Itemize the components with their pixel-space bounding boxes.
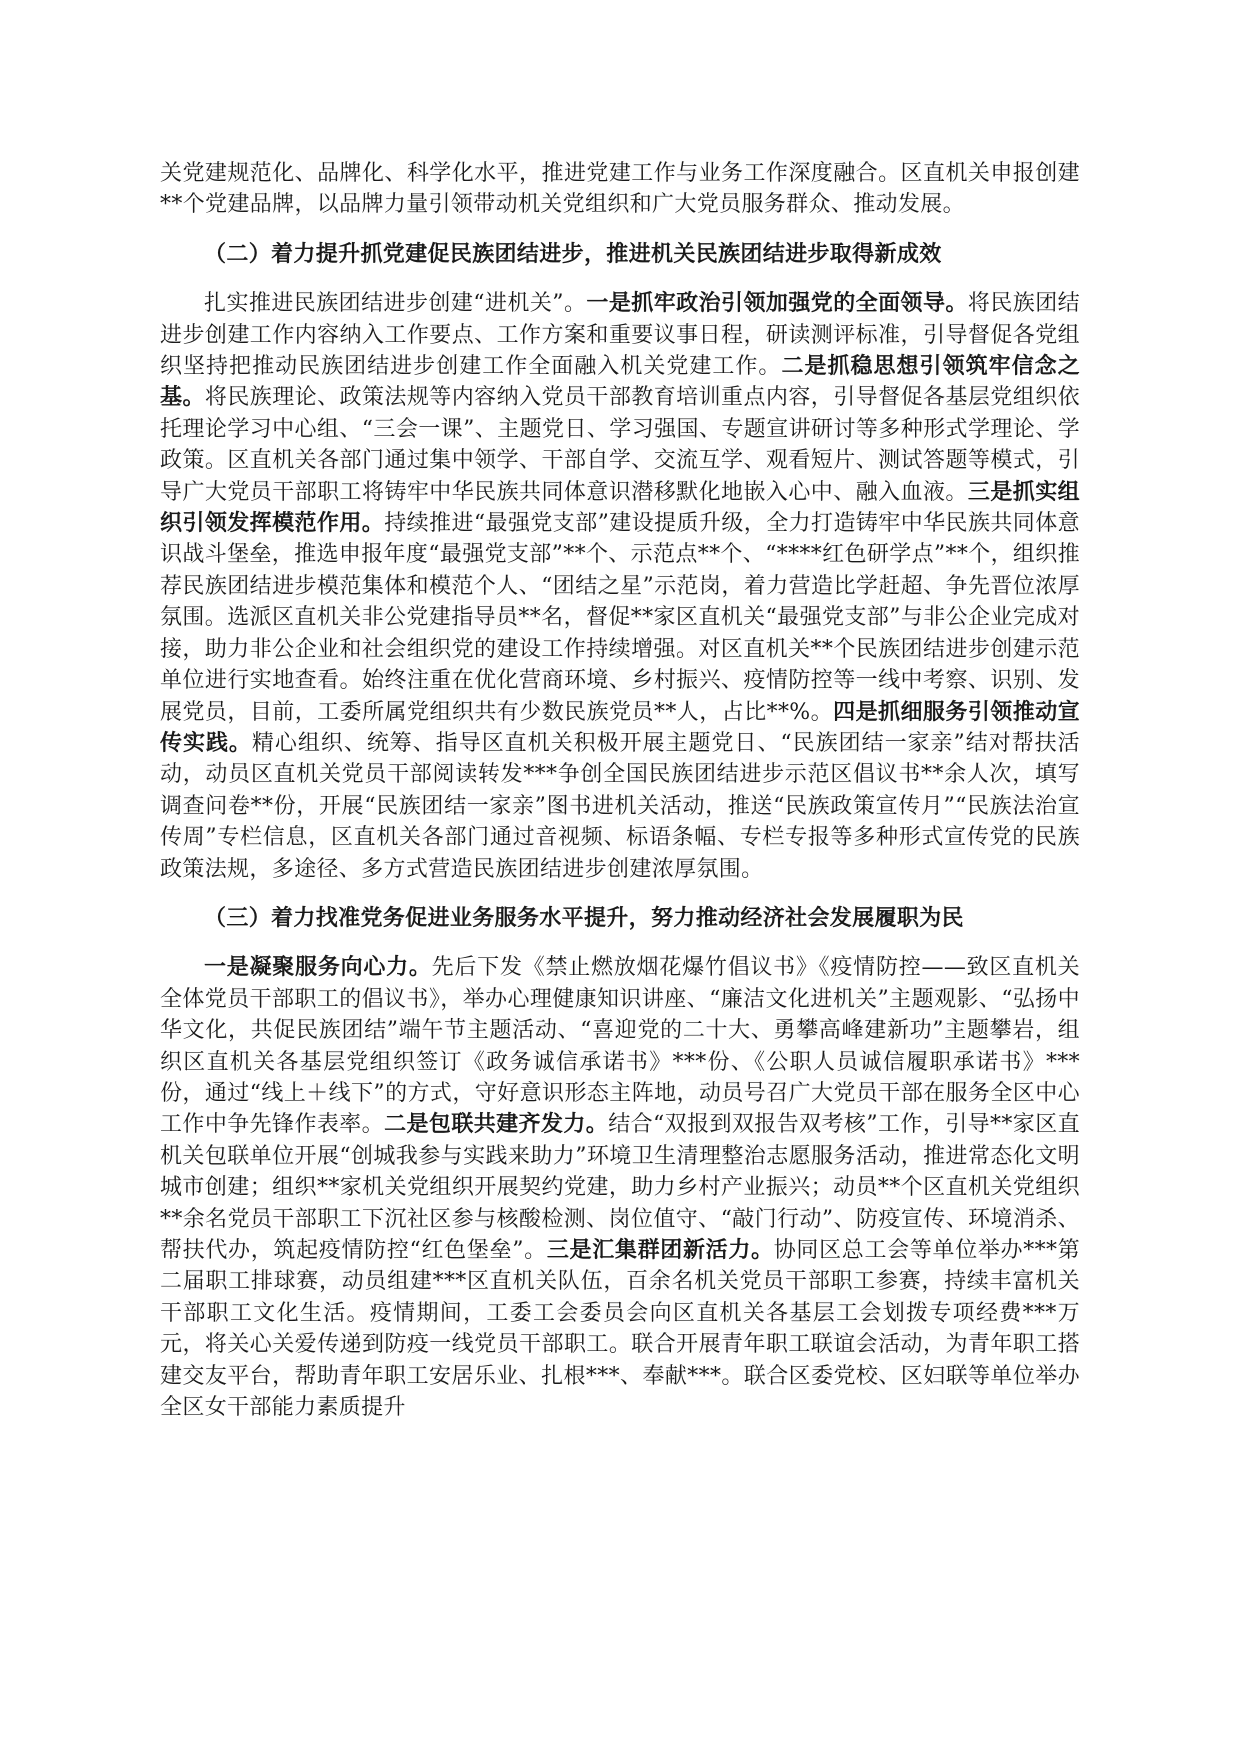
- paragraph-continuation: [160, 158, 1080, 221]
- section-heading-2: （二）着力提升抓党建促民族团结进步，推进机关民族团结进步取得新成效: [204, 240, 942, 267]
- text-run: 先后下发《禁止燃放烟花爆竹倡议书》《疫情防控——致区直机关全体党员干部职工的倡议书》，举办心理健康知识讲座、“廉洁文化进机关”主题观影、“弘扬中华文化，共促民族团结”端午节主题活动、“喜迎党的二十大、勇攀高峰建新功”主题攀岩，组织区直机关各基层党组织签订《政务诚信承诺书》***份、《公职人员诚信履职承诺书》***份，通过“线上＋线下”的方式，守好意识形态主阵地，动员号召广大党员干部在服务全区中心工作中争先锋作表率。: [160, 955, 1080, 1138]
- text-run: 协同区总工会等单位举办***第二届职工排球赛，动员组建***区直机关队伍，百余名机关党员干部职工参赛，持续丰富机关干部职工文化生活。疫情期间，工委工会委员会向区直机关各基层工会划拨专项经费***万元，将关心关爱传递到防疫一线党员干部职工。联合开展青年职工联谊会活动，为青年职工搭建交友平台，帮助青年职工安居乐业、扎根***、奉献***。联合区委党校、区妇联等单位举办全区女干部能力素质提升: [160, 1238, 1080, 1421]
- bold-phrase: 二是包联共建齐发力。: [384, 1111, 609, 1138]
- paragraph-section-2: [160, 288, 1080, 885]
- bold-phrase: 三是汇集群团新活力。: [546, 1237, 774, 1263]
- bold-phrase: 一是凝聚服务向心力。: [204, 954, 432, 981]
- text-run: 扎实推进民族团结进步创建“进机关”。: [204, 291, 587, 317]
- text-run: 关党建规范化、品牌化、科学化水平，推进党建工作与业务工作深度融合。区直机关申报创建**个党建品牌，以品牌力量引领带动机关党组织和广大党员服务群众、推动发展。: [160, 161, 1080, 218]
- bold-phrase: 四是抓细服务引领推动宣传实践。: [160, 698, 1080, 756]
- document-page: [160, 158, 1080, 1423]
- text-run: 将民族理论、政策法规等内容纳入党员干部教育培训重点内容，引导督促各基层党组织依托理论学习中心组、“三会一课”、主题党日、学习强国、专题宣讲研讨等多种形式学理论、学政策。区直机关各部门通过集中领学、干部自学、交流互学、观看短片、测试答题等模式，引导广大党员干部职工将铸牢中华民族共同体意识潜移默化地嵌入心中、融入血液。: [160, 385, 1081, 505]
- text-run: 持续推进“最强党支部”建设提质升级，全力打造铸牢中华民族共同体意识战斗堡垒，推选申报年度“最强党支部”**个、示范点**个、“****红色研学点”**个，组织推荐民族团结进步模范集体和模范个人、“团结之星”示范岗，着力营造比学赶超、争先晋位浓厚氛围。选派区直机关非公党建指导员**名，督促**家区直机关“最强党支部”与非公企业完成对接，助力非公企业和社会组织党的建设工作持续增强。对区直机关**个民族团结进步创建示范单位进行实地查看。始终注重在优化营商环境、乡村振兴、疫情防控等一线中考察、识别、发展党员，目前，工委所属党组织共有少数民族党员**人，占比**%。: [160, 511, 1080, 725]
- section-heading-3: （三）着力找准党务促进业务服务水平提升，努力推动经济社会发展履职为民: [204, 904, 964, 931]
- bold-phrase: 一是抓牢政治引领加强党的全面领导。: [586, 290, 968, 317]
- text-run: 精心组织、统筹、指导区直机关积极开展主题党日、“民族团结一家亲”结对帮扶活动，动员区直机关党员干部阅读转发***争创全国民族团结进步示范区倡议书**余人次，填写调查问卷**份，开展“民族团结一家亲”图书进机关活动，推送“民族政策宣传月”“民族法治宣传周”专栏信息，区直机关各部门通过音视频、标语条幅、专栏专报等多种形式宣传党的民族政策法规，多途径、多方式营造民族团结进步创建浓厚氛围。: [160, 730, 1080, 882]
- text-run: 将民族团结进步创建工作内容纳入工作要点、工作方案和重要议事日程，研读测评标准，引导督促各党组织坚持把推动民族团结进步创建工作全面融入机关党建工作。: [160, 291, 1080, 380]
- bold-phrase: 三是抓实组织引领发挥模范作用。: [160, 478, 1080, 537]
- bold-phrase: 二是抓稳思想引领筑牢信念之基。: [160, 353, 1080, 411]
- text-run: 结合“双报到双报告双考核”工作，引导**家区直机关包联单位开展“创城我参与实践来助力”环境卫生清理整治志愿服务活动，推进常态化文明城市创建；组织**家机关党组织开展契约党建，助力乡村产业振兴；动员**个区直机关党组织**余名党员干部职工下沉社区参与核酸检测、岗位值守、“敲门行动”、防疫宣传、环境消杀、帮扶代办，筑起疫情防控“红色堡垒”。: [160, 1112, 1080, 1263]
- paragraph-section-3: [160, 952, 1080, 1423]
